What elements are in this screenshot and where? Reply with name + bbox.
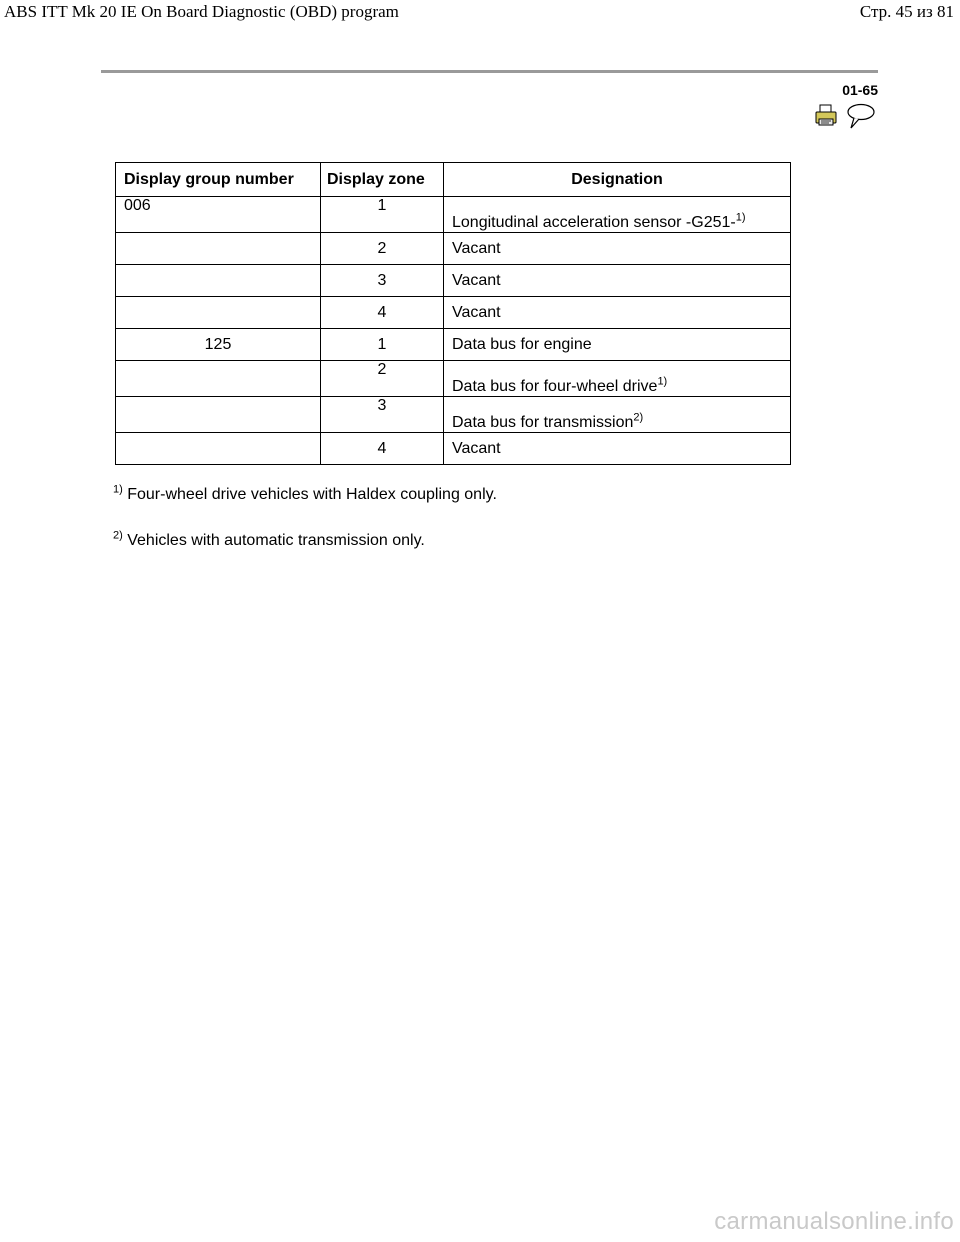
printer-icon[interactable] bbox=[814, 103, 838, 127]
column-header-zone: Display zone bbox=[321, 163, 444, 197]
cell-group: 125 bbox=[116, 329, 321, 361]
designation-text: Longitudinal acceleration sensor -G251- bbox=[452, 214, 736, 231]
page-counter: Стр. 45 из 81 bbox=[859, 2, 954, 21]
cell-group bbox=[116, 233, 321, 265]
cell-designation bbox=[444, 397, 791, 433]
designation-text: Data bus for four-wheel drive bbox=[452, 378, 658, 395]
footnote-ref: 1) bbox=[657, 375, 668, 388]
cell-group bbox=[116, 397, 321, 433]
display-group-table bbox=[115, 162, 791, 465]
table-row bbox=[116, 297, 791, 329]
table-row bbox=[116, 361, 791, 397]
cell-group bbox=[116, 297, 321, 329]
cell-designation bbox=[444, 233, 791, 265]
cell-group: 006 bbox=[116, 197, 321, 233]
designation-text: Vacant bbox=[452, 303, 501, 321]
footnote-ref: 1) bbox=[735, 211, 746, 224]
designation-text: Data bus for engine bbox=[452, 335, 592, 353]
footnote-1 bbox=[113, 483, 497, 504]
cell-designation bbox=[444, 197, 791, 233]
cell-zone: 2 bbox=[321, 361, 444, 397]
cell-designation bbox=[444, 265, 791, 297]
table-row bbox=[116, 233, 791, 265]
cell-group bbox=[116, 361, 321, 397]
cell-zone: 1 bbox=[321, 329, 444, 361]
footnote-text: Vehicles with automatic transmission only. bbox=[127, 532, 425, 549]
table-row bbox=[116, 197, 791, 233]
page-code: 01-65 bbox=[842, 82, 878, 98]
footnote-mark: 1) bbox=[113, 483, 123, 496]
cell-zone: 3 bbox=[321, 397, 444, 433]
cell-designation bbox=[444, 297, 791, 329]
cell-zone: 2 bbox=[321, 233, 444, 265]
column-header-designation: Designation bbox=[444, 163, 791, 197]
page-tools bbox=[814, 103, 876, 129]
cell-zone: 3 bbox=[321, 265, 444, 297]
table-row bbox=[116, 433, 791, 465]
footnote-ref: 2) bbox=[633, 411, 644, 424]
document-title: ABS ITT Mk 20 IE On Board Diagnostic (OBD) program bbox=[4, 2, 399, 21]
cell-designation bbox=[444, 433, 791, 465]
footnote-text: Four-wheel drive vehicles with Haldex coupling only. bbox=[127, 486, 497, 503]
cell-zone: 4 bbox=[321, 297, 444, 329]
cell-designation bbox=[444, 361, 791, 397]
designation-text: Vacant bbox=[452, 239, 501, 257]
cell-zone: 1 bbox=[321, 197, 444, 233]
cell-zone: 4 bbox=[321, 433, 444, 465]
designation-text: Vacant bbox=[452, 439, 501, 457]
cell-group bbox=[116, 265, 321, 297]
designation-text: Vacant bbox=[452, 271, 501, 289]
footnote-2 bbox=[113, 529, 425, 550]
footnote-mark: 2) bbox=[113, 529, 123, 542]
speech-bubble-icon[interactable] bbox=[846, 103, 876, 129]
table-row bbox=[116, 329, 791, 361]
column-header-group: Display group number bbox=[116, 163, 321, 197]
table-header-row bbox=[116, 163, 791, 197]
table-row bbox=[116, 265, 791, 297]
table-row bbox=[116, 397, 791, 433]
watermark: carmanualsonline.info bbox=[714, 1208, 954, 1235]
designation-text: Data bus for transmission bbox=[452, 414, 634, 431]
cell-group bbox=[116, 433, 321, 465]
cell-designation bbox=[444, 329, 791, 361]
header-divider bbox=[101, 70, 878, 73]
